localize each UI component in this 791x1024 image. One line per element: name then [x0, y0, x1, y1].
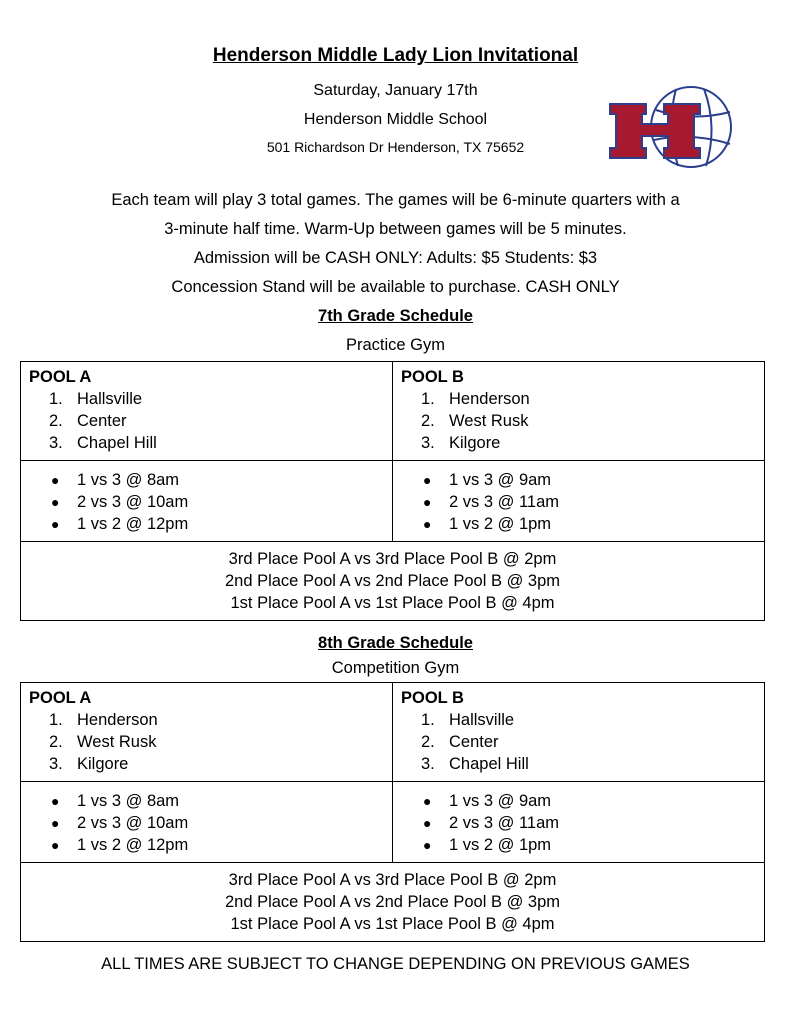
grade8-schedule-table [20, 682, 765, 942]
info-line-3: Admission will be CASH ONLY: Adults: $5 Students: $3 [193, 249, 598, 267]
pool-b-label: POOL B [401, 689, 464, 707]
team-item: 2. Center [421, 733, 499, 751]
game-item: ● 1 vs 2 @ 1pm [423, 836, 552, 854]
team-item: 1. Henderson [49, 711, 158, 729]
team-item: 1. Hallsville [421, 711, 515, 729]
game-item: ● 2 vs 3 @ 10am [51, 493, 189, 511]
team-item: 3. Chapel Hill [49, 434, 157, 452]
pool-b-teams [393, 683, 764, 781]
team-item: 1. Henderson [421, 390, 530, 408]
game-item: ● 2 vs 3 @ 11am [423, 814, 559, 832]
placement-game-1st: 1st Place Pool A vs 1st Place Pool B @ 4pm [230, 594, 555, 612]
game-item: ● 1 vs 2 @ 12pm [51, 515, 189, 533]
pool-b-games [393, 782, 764, 862]
school-name: Henderson Middle School [303, 111, 488, 128]
placement-game-2nd: 2nd Place Pool A vs 2nd Place Pool B @ 3pm [224, 572, 561, 590]
grade7-gym: Practice Gym [345, 336, 446, 354]
game-item: ● 2 vs 3 @ 11am [423, 493, 559, 511]
school-address: 501 Richardson Dr Henderson, TX 75652 [266, 139, 525, 155]
team-item: 2. West Rusk [421, 412, 529, 430]
game-item: ● 1 vs 3 @ 8am [51, 792, 180, 810]
game-item: ● 1 vs 2 @ 12pm [51, 836, 189, 854]
pool-a-teams [21, 362, 393, 460]
placement-games [21, 542, 764, 620]
pool-b-teams [393, 362, 764, 460]
team-item: 3. Chapel Hill [421, 755, 529, 773]
game-item: ● 1 vs 3 @ 8am [51, 471, 180, 489]
pool-a-games [21, 782, 393, 862]
placement-games [21, 863, 764, 941]
pool-teams-row [21, 362, 764, 461]
disclaimer-footer: ALL TIMES ARE SUBJECT TO CHANGE DEPENDING ON PREVIOUS GAMES [101, 955, 690, 973]
pool-a-label: POOL A [29, 689, 92, 707]
event-date: Saturday, January 17th [313, 82, 478, 99]
pool-a-games [21, 461, 393, 541]
team-item: 3. Kilgore [49, 755, 129, 773]
pool-b-games [393, 461, 764, 541]
pool-b-label: POOL B [401, 368, 464, 386]
pool-a-label: POOL A [29, 368, 92, 386]
placement-game-2nd: 2nd Place Pool A vs 2nd Place Pool B @ 3pm [224, 893, 561, 911]
game-item: ● 1 vs 3 @ 9am [423, 471, 552, 489]
team-item: 1. Hallsville [49, 390, 143, 408]
grade8-heading: 8th Grade Schedule [318, 634, 473, 652]
game-item: ● 1 vs 2 @ 1pm [423, 515, 552, 533]
placement-game-3rd: 3rd Place Pool A vs 3rd Place Pool B @ 2pm [228, 871, 557, 889]
grade7-schedule-table [20, 361, 765, 621]
pool-a-teams [21, 683, 393, 781]
info-line-4: Concession Stand will be available to purchase. CASH ONLY [171, 278, 620, 296]
placement-game-3rd: 3rd Place Pool A vs 3rd Place Pool B @ 2pm [228, 550, 557, 568]
game-item: ● 1 vs 3 @ 9am [423, 792, 552, 810]
placement-game-1st: 1st Place Pool A vs 1st Place Pool B @ 4pm [230, 915, 555, 933]
info-line-1: Each team will play 3 total games. The games will be 6-minute quarters with a [111, 191, 680, 209]
team-item: 2. Center [49, 412, 127, 430]
henderson-h-basketball-logo-icon [606, 82, 736, 172]
team-item: 2. West Rusk [49, 733, 157, 751]
info-line-2: 3-minute half time. Warm-Up between games will be 5 minutes. [164, 220, 627, 238]
game-item: ● 2 vs 3 @ 10am [51, 814, 189, 832]
team-item: 3. Kilgore [421, 434, 501, 452]
page-title: Henderson Middle Lady Lion Invitational [212, 45, 579, 66]
pool-games-row [21, 782, 764, 863]
pool-teams-row [21, 683, 764, 782]
grade8-gym: Competition Gym [331, 659, 460, 677]
grade7-heading: 7th Grade Schedule [318, 307, 473, 325]
pool-games-row [21, 461, 764, 542]
